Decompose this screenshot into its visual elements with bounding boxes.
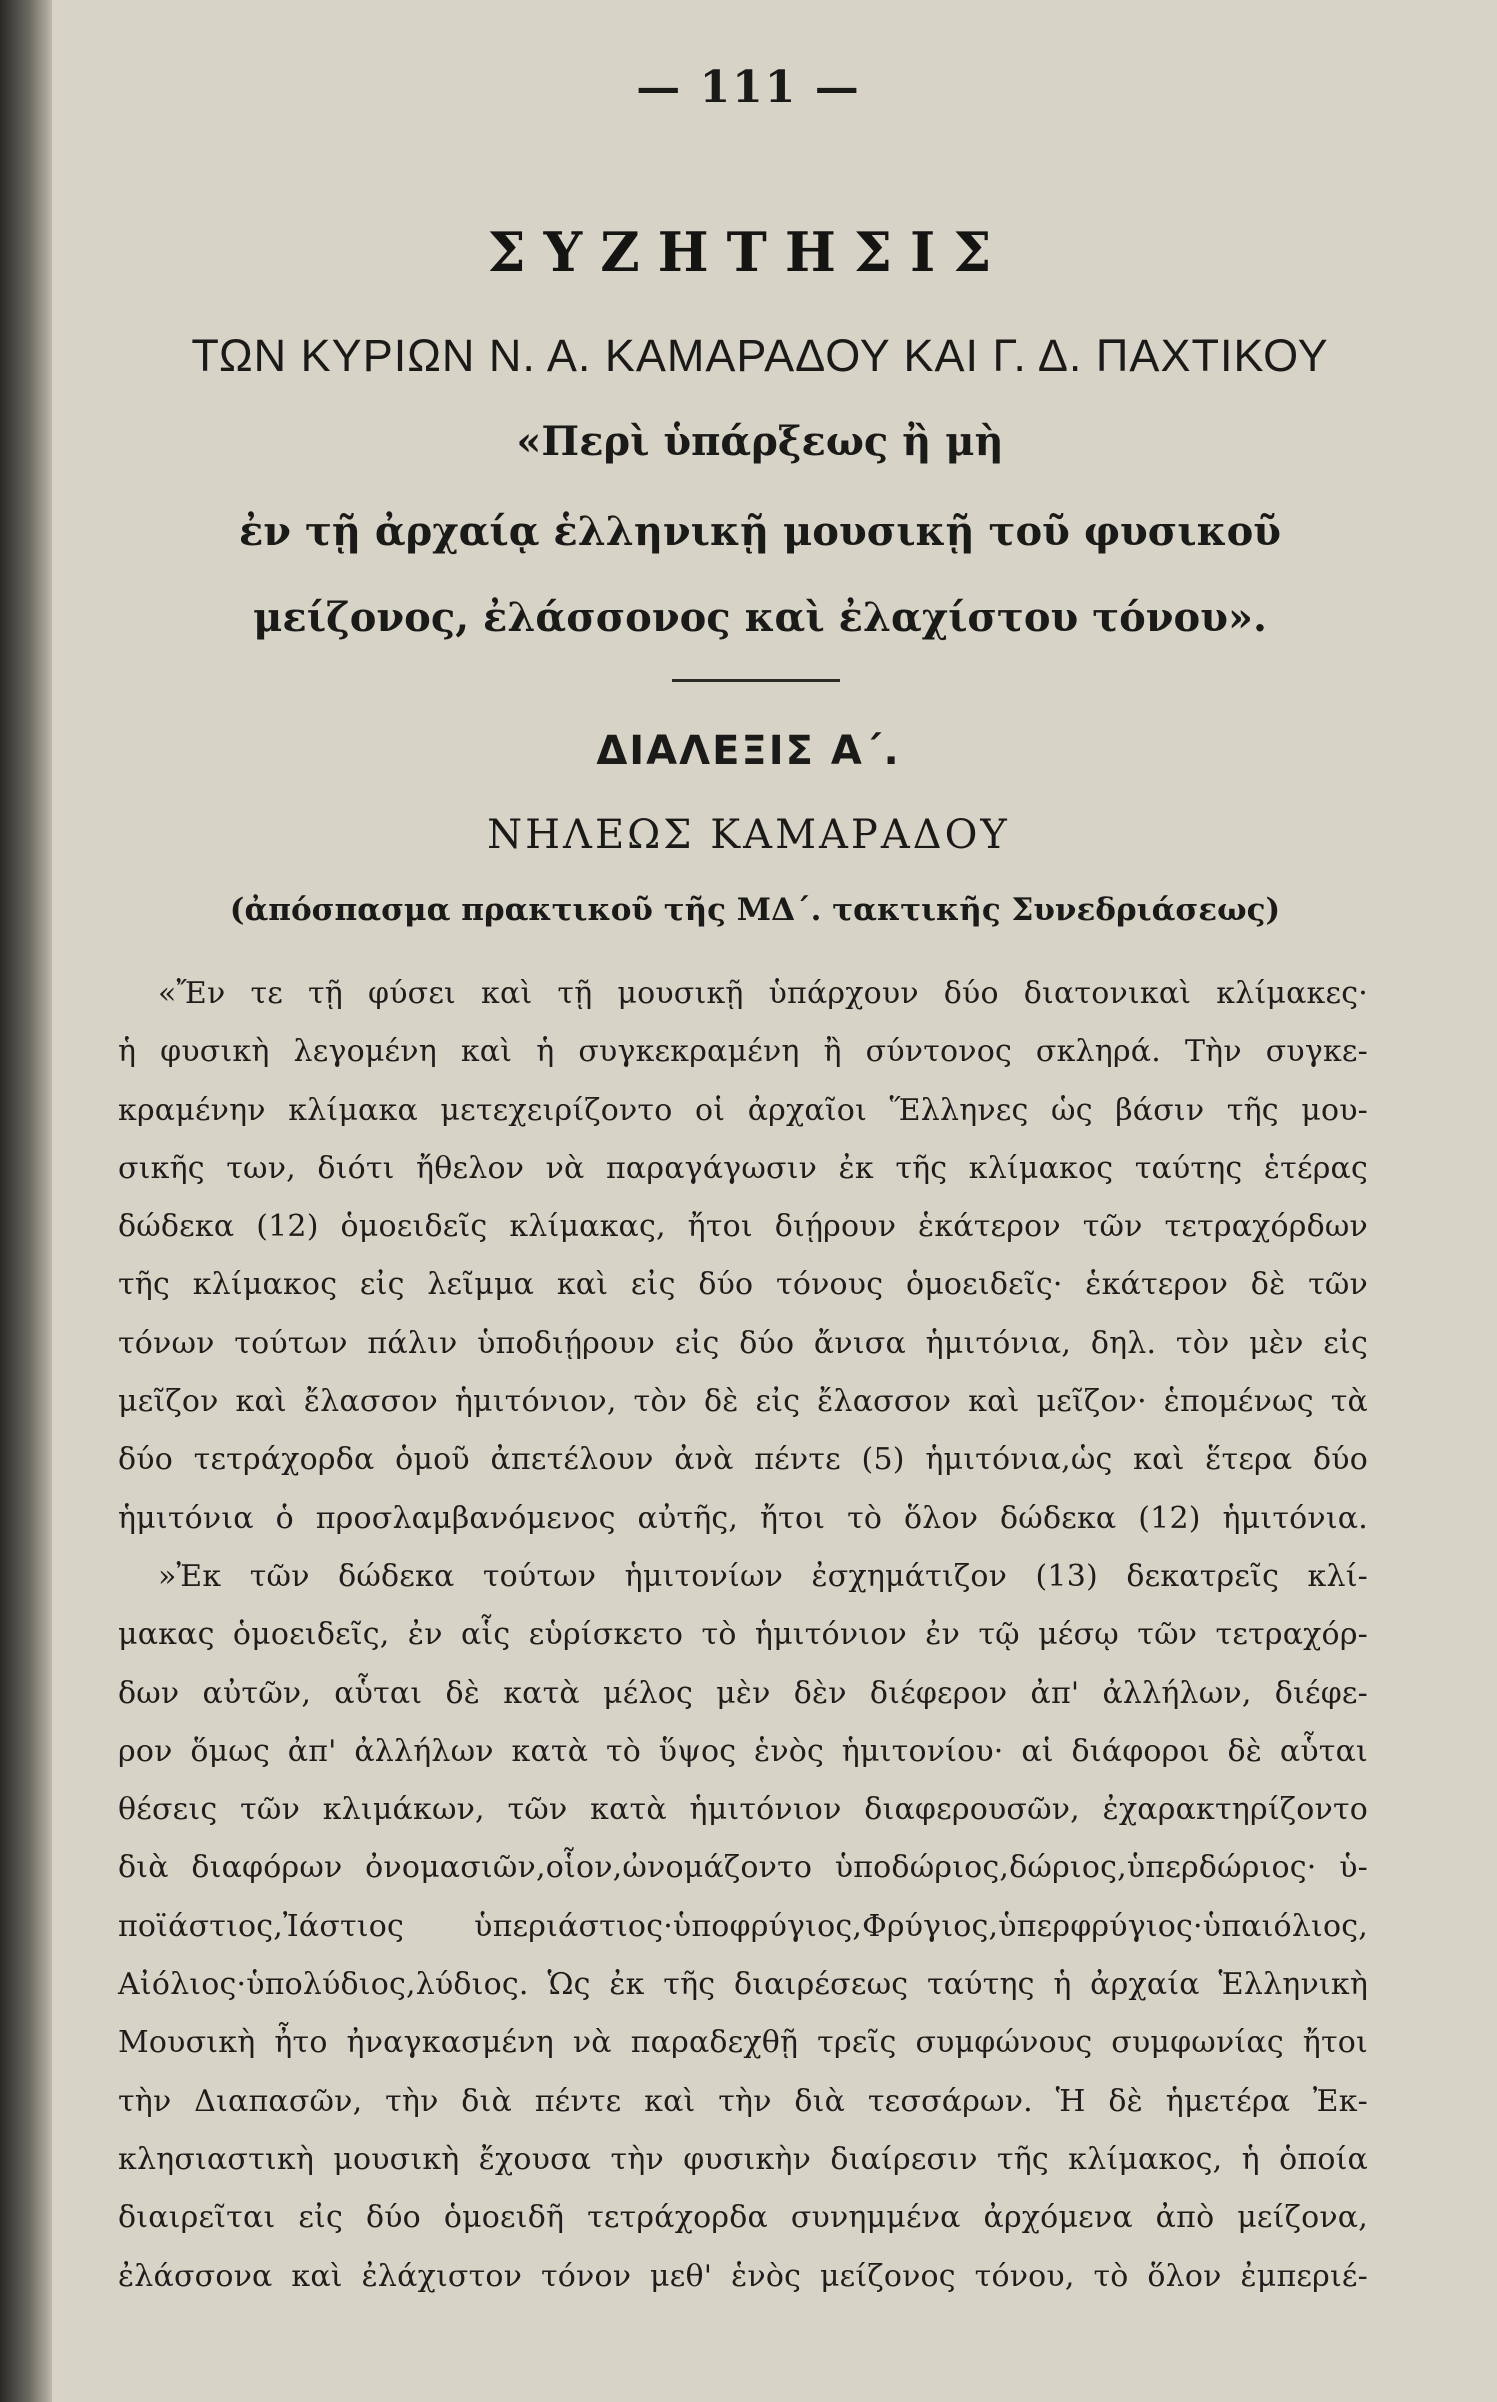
section-heading: ΣΥΖΗΤΗΣΙΣ	[487, 220, 1010, 284]
body-line: ἡ φυσικὴ λεγομένη καὶ ἡ συγκεκραμένη ἢ σύντονος σκληρά. Τὴν συγκε-	[118, 1034, 1368, 1070]
body-line: θέσεις τῶν κλιμάκων, τῶν κατὰ ἡμιτόνιον διαφερουσῶν, ἐχαρακτηρίζοντο	[118, 1792, 1368, 1828]
title-line: «Περὶ ὑπάρξεως ἢ μὴ	[516, 418, 1004, 465]
body-line: ρον ὅμως ἀπ' ἀλλήλων κατὰ τὸ ὕψος ἑνὸς ἡμιτονίου· αἱ διάφοροι δὲ αὗται	[118, 1733, 1368, 1769]
body-line: ποϊάστιος,Ἰάστιος ὑπεριάστιος·ὑποφρύγιος,Φρύγιος,ὑπερφρύγιος·ὑπαιόλιος,	[118, 1908, 1368, 1944]
body-line: διαιρεῖται εἰς δύο ὁμοειδῆ τετράχορδα συνημμένα ἀρχόμενα ἀπὸ μείζονα,	[118, 2200, 1368, 2236]
body-line: τῆς κλίμακος εἰς λεῖμμα καὶ εἰς δύο τόνους ὁμοειδεῖς· ἑκάτερον δὲ τῶν	[118, 1267, 1368, 1303]
speaker-name: ΝΗΛΕΩΣ ΚΑΜΑΡΑΔΟΥ	[487, 812, 1010, 858]
title-line: μείζονος, ἐλάσσονος καὶ ἐλαχίστου τόνου».	[253, 594, 1267, 641]
section-subheading: ΤΩΝ ΚΥΡΙΩΝ Ν. Α. ΚΑΜΑΡΑΔΟΥ ΚΑΙ Γ. Δ. ΠΑΧΤΙΚΟΥ	[191, 330, 1329, 381]
body-line: τὴν Διαπασῶν, τὴν διὰ πέντε καὶ τὴν διὰ τεσσάρων. Ἡ δὲ ἡμετέρα Ἐκ-	[118, 2083, 1368, 2119]
body-line: ἐλάσσονα καὶ ἐλάχιστον τόνον μεθ' ἑνὸς μείζονος τόνου, τὸ ὅλον ἐμπεριέ-	[118, 2258, 1368, 2294]
body-line: «Ἔν τε τῇ φύσει καὶ τῇ μουσικῇ ὑπάρχουν δύο διατονικαὶ κλίμακες·	[158, 976, 1368, 1011]
divider-rule	[672, 679, 840, 682]
body-line: σικῆς των, διότι ἤθελον νὰ παραγάγωσιν ἐκ τῆς κλίμακος ταύτης ἑτέρας	[118, 1150, 1368, 1186]
page-number: — 111 —	[636, 62, 861, 113]
lecture-heading: ΔΙΑΛΕΞΙΣ Α΄.	[596, 728, 901, 774]
body-line: κλησιαστικὴ μουσικὴ ἔχουσα τὴν φυσικὴν διαίρεσιν τῆς κλίμακος, ἡ ὁποία	[118, 2141, 1368, 2177]
body-line: Αἰόλιος·ὑπολύδιος,λύδιος. Ὡς ἐκ τῆς διαιρέσεως ταύτης ἡ ἀρχαία Ἑλληνικὴ	[118, 1967, 1368, 2003]
body-line: δώδεκα (12) ὁμοειδεῖς κλίμακας, ἤτοι διῄρουν ἑκάτερον τῶν τετραχόρδων	[118, 1209, 1368, 1245]
binding-shadow	[0, 0, 52, 2402]
body-line: δων αὐτῶν, αὗται δὲ κατὰ μέλος μὲν δὲν διέφερον ἀπ' ἀλλήλων, διέφε-	[118, 1675, 1368, 1711]
title-line: ἐν τῇ ἀρχαίᾳ ἑλληνικῇ μουσικῇ τοῦ φυσικοῦ	[238, 508, 1282, 555]
body-line: διὰ διαφόρων ὀνομασιῶν,οἷον,ὠνομάζοντο ὑποδώριος,δώριος,ὑπερδώριος· ὑ-	[118, 1850, 1368, 1886]
body-line: »Ἐκ τῶν δώδεκα τούτων ἡμιτονίων ἐσχημάτιζον (13) δεκατρεῖς κλί-	[158, 1558, 1368, 1594]
body-line: τόνων τούτων πάλιν ὑποδιῄρουν εἰς δύο ἄνισα ἡμιτόνια, δηλ. τὸν μὲν εἰς	[118, 1325, 1368, 1361]
excerpt-note: (ἀπόσπασμα πρακτικοῦ τῆς ΜΔ΄. τακτικῆς Συνεδριάσεως)	[229, 892, 1281, 928]
body-line: δύο τετράχορδα ὁμοῦ ἀπετέλουν ἀνὰ πέντε (5) ἡμιτόνια,ὡς καὶ ἕτερα δύο	[118, 1442, 1368, 1478]
body-line: μεῖζον καὶ ἔλασσον ἡμιτόνιον, τὸν δὲ εἰς ἔλασσον καὶ μεῖζον· ἑπομένως τὰ	[118, 1384, 1368, 1420]
body-line: κραμένην κλίμακα μετεχειρίζοντο οἱ ἀρχαῖοι Ἕλληνες ὡς βάσιν τῆς μου-	[118, 1092, 1368, 1128]
body-text	[118, 965, 1368, 2306]
body-line: μακας ὁμοειδεῖς, ἐν αἷς εὑρίσκετο τὸ ἡμιτόνιον ἐν τῷ μέσῳ τῶν τετραχόρ-	[118, 1617, 1368, 1653]
body-line: ἡμιτόνια ὁ προσλαμβανόμενος αὐτῆς, ἤτοι τὸ ὅλον δώδεκα (12) ἡμιτόνια.	[118, 1500, 1368, 1536]
body-line: Μουσικὴ ἦτο ἠναγκασμένη νὰ παραδεχθῇ τρεῖς συμφώνους συμφωνίας ἤτοι	[118, 2025, 1368, 2061]
